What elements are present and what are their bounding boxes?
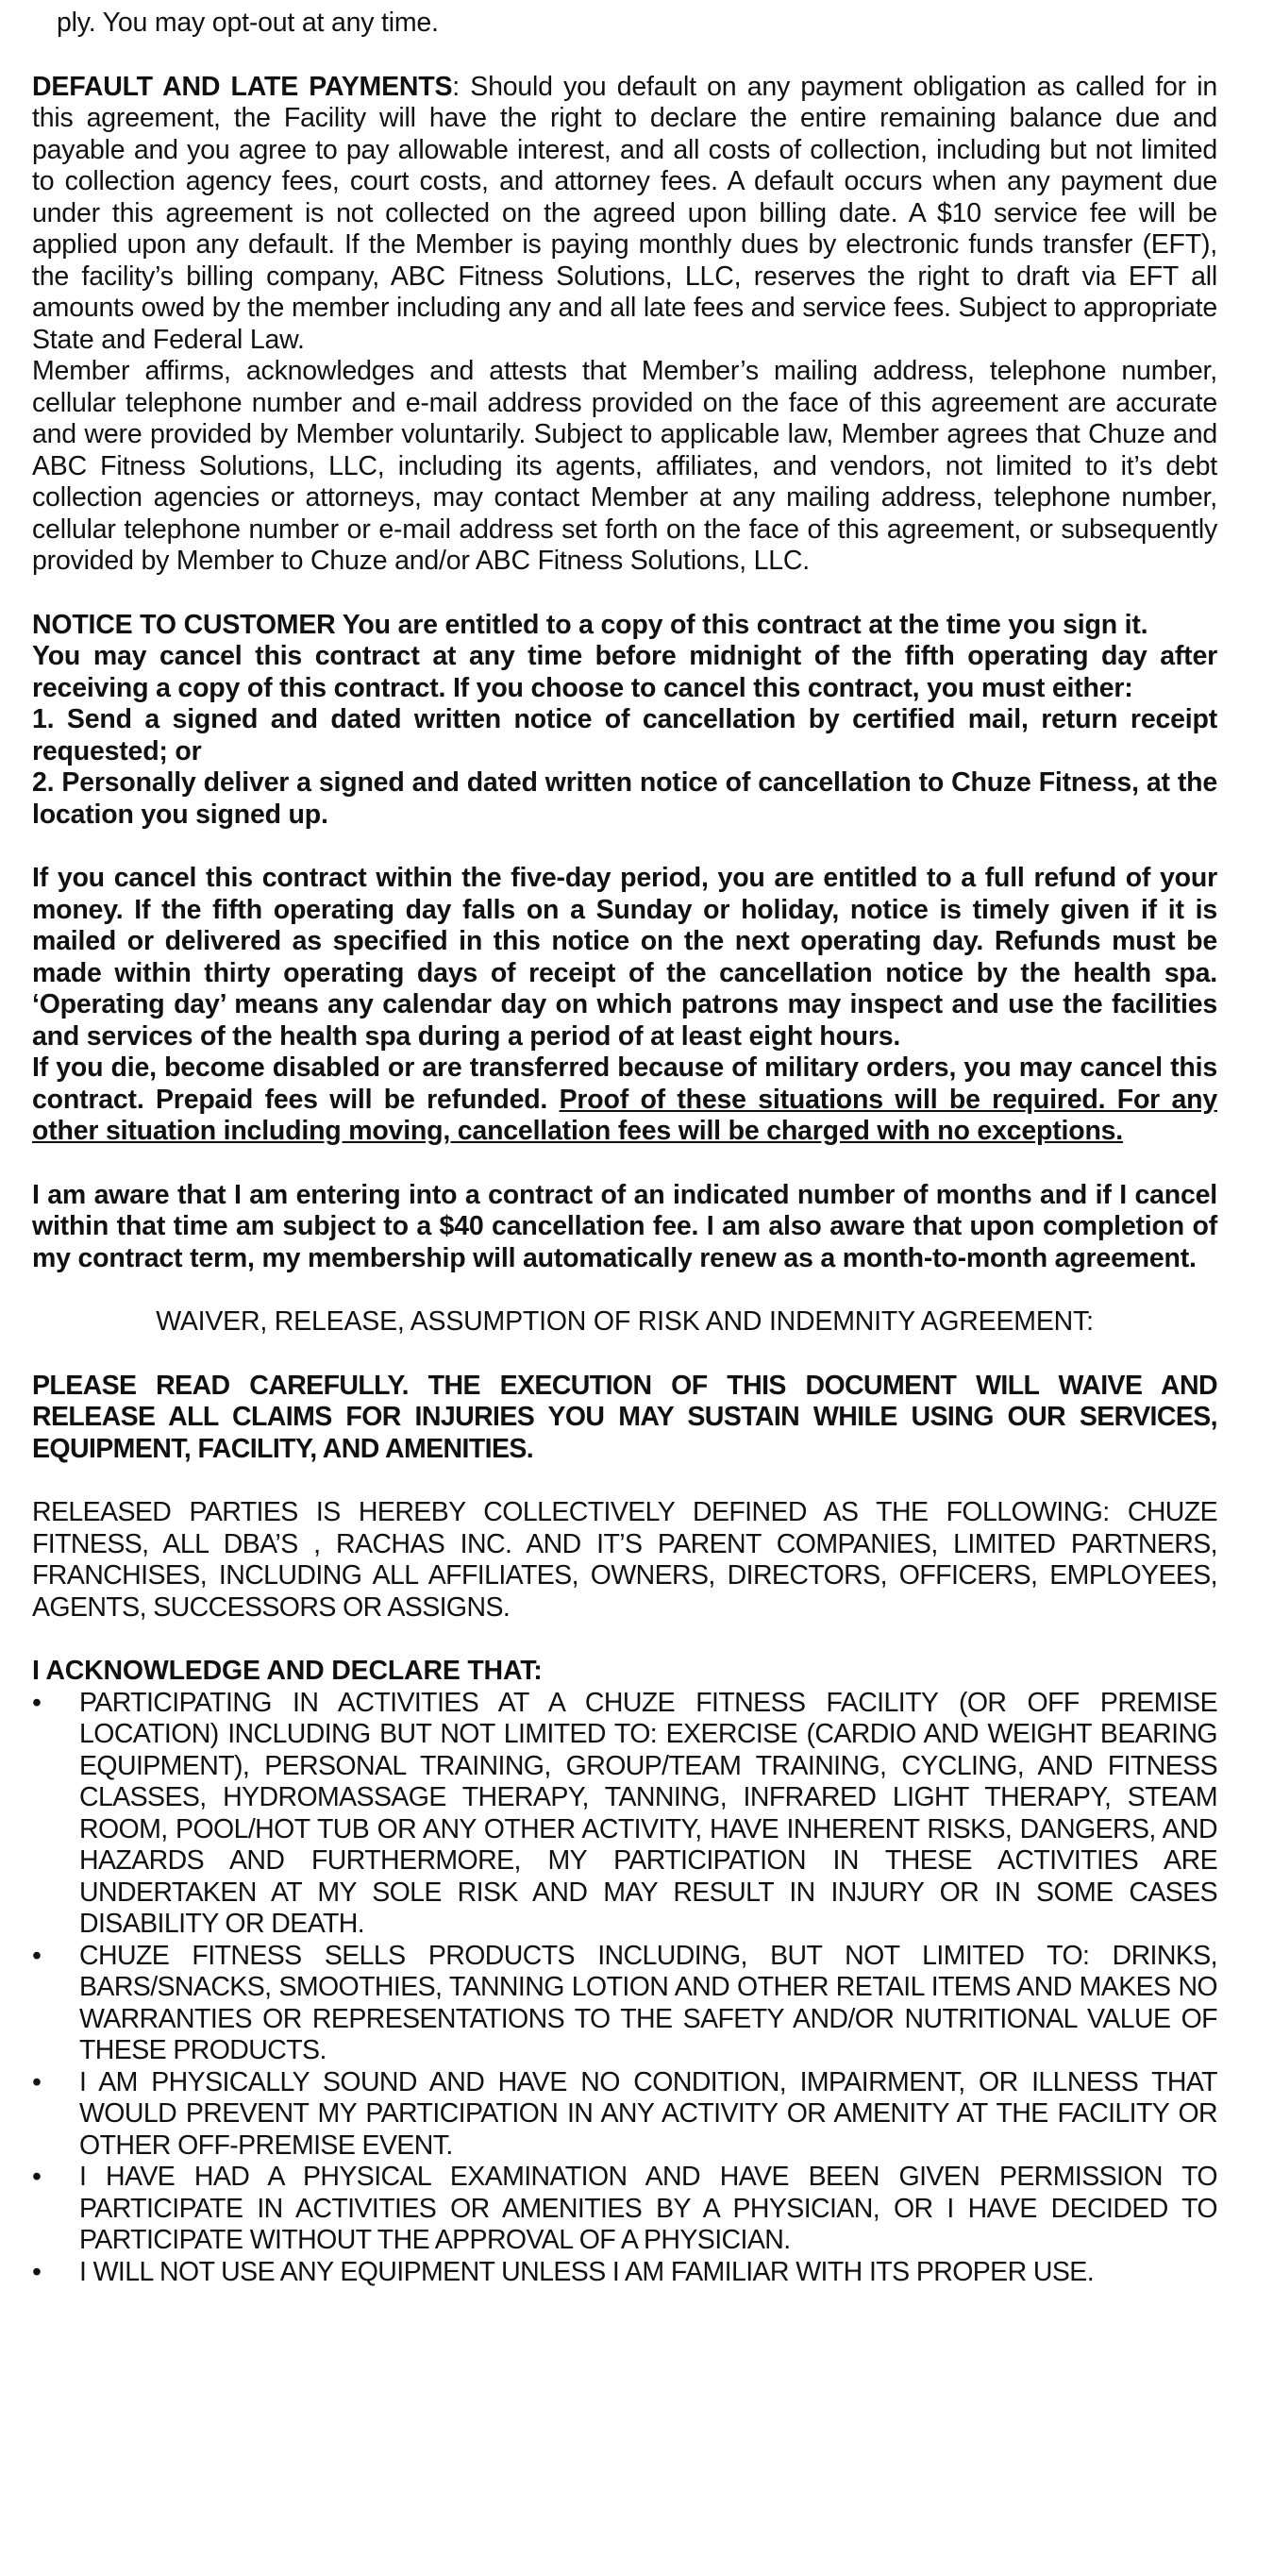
please-read-paragraph: PLEASE READ CAREFULLY. THE EXECUTION OF THIS DOCUMENT WILL WAIVE AND RELEASE ALL CLAIMS FOR INJURIES YOU MAY SUSTAIN WHILE USING OUR SERVICES, EQUIPMENT, FACILITY, AND AMENITIES.	[32, 1370, 1217, 1464]
notice-to-customer-section	[32, 610, 1217, 832]
spacer	[32, 1274, 1217, 1306]
bullet-icon: •	[32, 2066, 42, 2097]
bullet-icon: •	[32, 1687, 42, 1718]
refund-section	[32, 863, 1217, 1148]
contract-page	[32, 8, 1217, 2288]
list-item-text: I WILL NOT USE ANY EQUIPMENT UNLESS I AM FAMILIAR WITH ITS PROPER USE.	[79, 2256, 1095, 2287]
military-text: If you die, become disabled or are transferred because of military orders, you may cancel this contract. Prepaid fees will be refunded.	[32, 1052, 1217, 1115]
list-item	[32, 2162, 1217, 2257]
list-item	[32, 2067, 1217, 2163]
notice-option-1: 1. Send a signed and dated written notice of cancellation by certified mail, return receipt requested; or	[32, 704, 1217, 766]
spacer	[32, 578, 1217, 610]
spacer	[32, 40, 1217, 72]
default-payments-heading: DEFAULT AND LATE PAYMENTS	[32, 71, 453, 102]
list-item	[32, 1688, 1217, 1941]
military-paragraph	[32, 1052, 1217, 1148]
list-item-text: I HAVE HAD A PHYSICAL EXAMINATION AND HAVE BEEN GIVEN PERMISSION TO PARTICIPATE IN ACTIVITIES OR AMENITIES BY A PHYSICIAN, OR I HAVE DECIDED TO PARTICIPATE WITHOUT THE APPROVAL OF A PHYSICIAN.	[79, 2162, 1217, 2255]
bullet-icon: •	[32, 2162, 42, 2192]
notice-option-2: 2. Personally deliver a signed and dated written notice of cancellation to Chuze Fitness, at the location you signed up.	[32, 767, 1217, 830]
bullet-icon: •	[32, 2256, 42, 2287]
member-affirms-paragraph: Member affirms, acknowledges and attests that Member’s mailing address, telephone number, cellular telephone number and e-mail address provided on the face of this agreement are accurate and were provided by Member voluntarily. Subject to applicable law, Member agrees that Chuze and ABC Fitness Solutions, LLC, including its agents, affiliates, and vendors, not limited to it’s debt collection agencies or attorneys, may contact Member at any mailing address, telephone number, cellular telephone number or e-mail address set forth on the face of this agreement, or subsequently provided by Member to Chuze and/or ABC Fitness Solutions, LLC.	[32, 356, 1217, 576]
spacer	[32, 1148, 1217, 1180]
notice-cancel-paragraph: You may cancel this contract at any time before midnight of the fifth operating day after receiving a copy of this contract. If you choose to cancel this contract, you must either:	[32, 641, 1217, 703]
top-line: ply. You may opt-out at any time.	[57, 8, 439, 38]
spacer	[32, 831, 1217, 863]
default-payments-paragraph	[32, 72, 1217, 357]
proof-required-text: Proof of these situations will be required. For any other situation including moving, cancellation fees will be charged with no exceptions.	[32, 1084, 1217, 1146]
acknowledge-heading: I ACKNOWLEDGE AND DECLARE THAT:	[32, 1656, 543, 1686]
list-item-text: CHUZE FITNESS SELLS PRODUCTS INCLUDING, BUT NOT LIMITED TO: DRINKS, BARS/SNACKS, SMOOTHIES, TANNING LOTION AND OTHER RETAIL ITEMS AND MAKES NO WARRANTIES OR REPRESENTATIONS TO THE SAFETY AND/OR NUTRITIONAL VALUE OF THESE PRODUCTS.	[79, 1940, 1217, 2065]
list-item	[32, 2257, 1217, 2289]
waiver-title: WAIVER, RELEASE, ASSUMPTION OF RISK AND INDEMNITY AGREEMENT:	[156, 1306, 1094, 1337]
released-parties-paragraph: RELEASED PARTIES IS HEREBY COLLECTIVELY DEFINED AS THE FOLLOWING: CHUZE FITNESS, ALL DBA’S , RACHAS INC. AND IT’S PARENT COMPANIES, LIMITED PARTNERS, FRANCHISES, INCLUDING ALL AFFILIATES, OWNERS, DIRECTORS, OFFICERS, EMPLOYEES, AGENTS, SUCCESSORS OR ASSIGNS.	[32, 1497, 1217, 1623]
list-item-text: I AM PHYSICALLY SOUND AND HAVE NO CONDITION, IMPAIRMENT, OR ILLNESS THAT WOULD PREVENT MY PARTICIPATION IN ANY ACTIVITY OR AMENITY AT THE FACILITY OR OTHER OFF-PREMISE EVENT.	[79, 2066, 1217, 2161]
list-item-text: PARTICIPATING IN ACTIVITIES AT A CHUZE FITNESS FACILITY (OR OFF PREMISE LOCATION) INCLUDING BUT NOT LIMITED TO: EXERCISE (CARDIO AND WEIGHT BEARING EQUIPMENT), PERSONAL TRAINING, GROUP/TEAM TRAINING, CYCLING, AND FITNESS CLASSES, HYDROMASSAGE THERAPY, TANNING, INFRARED LIGHT THERAPY, STEAM ROOM, POOL/HOT TUB OR ANY OTHER ACTIVITY, HAVE INHERENT RISKS, DANGERS, AND HAZARDS AND FURTHERMORE, MY PARTICIPATION IN THESE ACTIVITIES ARE UNDERTAKEN AT MY SOLE RISK AND MAY RESULT IN INJURY OR IN SOME CASES DISABILITY OR DEATH.	[79, 1687, 1217, 1939]
notice-copy-paragraph: NOTICE TO CUSTOMER You are entitled to a copy of this contract at the time you sign it.	[32, 609, 1148, 640]
spacer	[32, 1624, 1217, 1656]
spacer	[32, 1465, 1217, 1497]
cancellation-fee-paragraph: I am aware that I am entering into a contract of an indicated number of months and if I cancel within that time am subject to a $40 cancellation fee. I am also aware that upon completion of my contract term, my membership will automatically renew as a month-to-month agreement.	[32, 1179, 1217, 1273]
refund-paragraph: If you cancel this contract within the five-day period, you are entitled to a full refund of your money. If the fifth operating day falls on a Sunday or holiday, notice is timely given if it is mailed or delivered as specified in this notice on the next operating day. Refunds must be made within thirty operating days of receipt of the cancellation notice by the health spa. ‘Operating day’ means any calendar day on which patrons may inspect and use the facilities and services of the health spa during a period of at least eight hours.	[32, 863, 1217, 1052]
acknowledge-list	[32, 1688, 1217, 2289]
list-item	[32, 1941, 1217, 2067]
spacer	[32, 1339, 1217, 1371]
default-payments-body: : Should you default on any payment obligation as called for in this agreement, the Facility will have the right to declare the entire remaining balance due and payable and you agree to pay allowable interest, and all costs of collection, including but not limited to collection agency fees, court costs, and attorney fees. A default occurs when any payment due under this agreement is not collected on the agreed upon billing date. A $10 service fee will be applied upon any default. If the Member is paying monthly dues by electronic funds transfer (EFT), the facility’s billing company, ABC Fitness Solutions, LLC, reserves the right to draft via EFT all amounts owed by the member including any and all late fees and service fees. Subject to appropriate State and Federal Law.	[32, 71, 1217, 355]
bullet-icon: •	[32, 1940, 42, 1971]
